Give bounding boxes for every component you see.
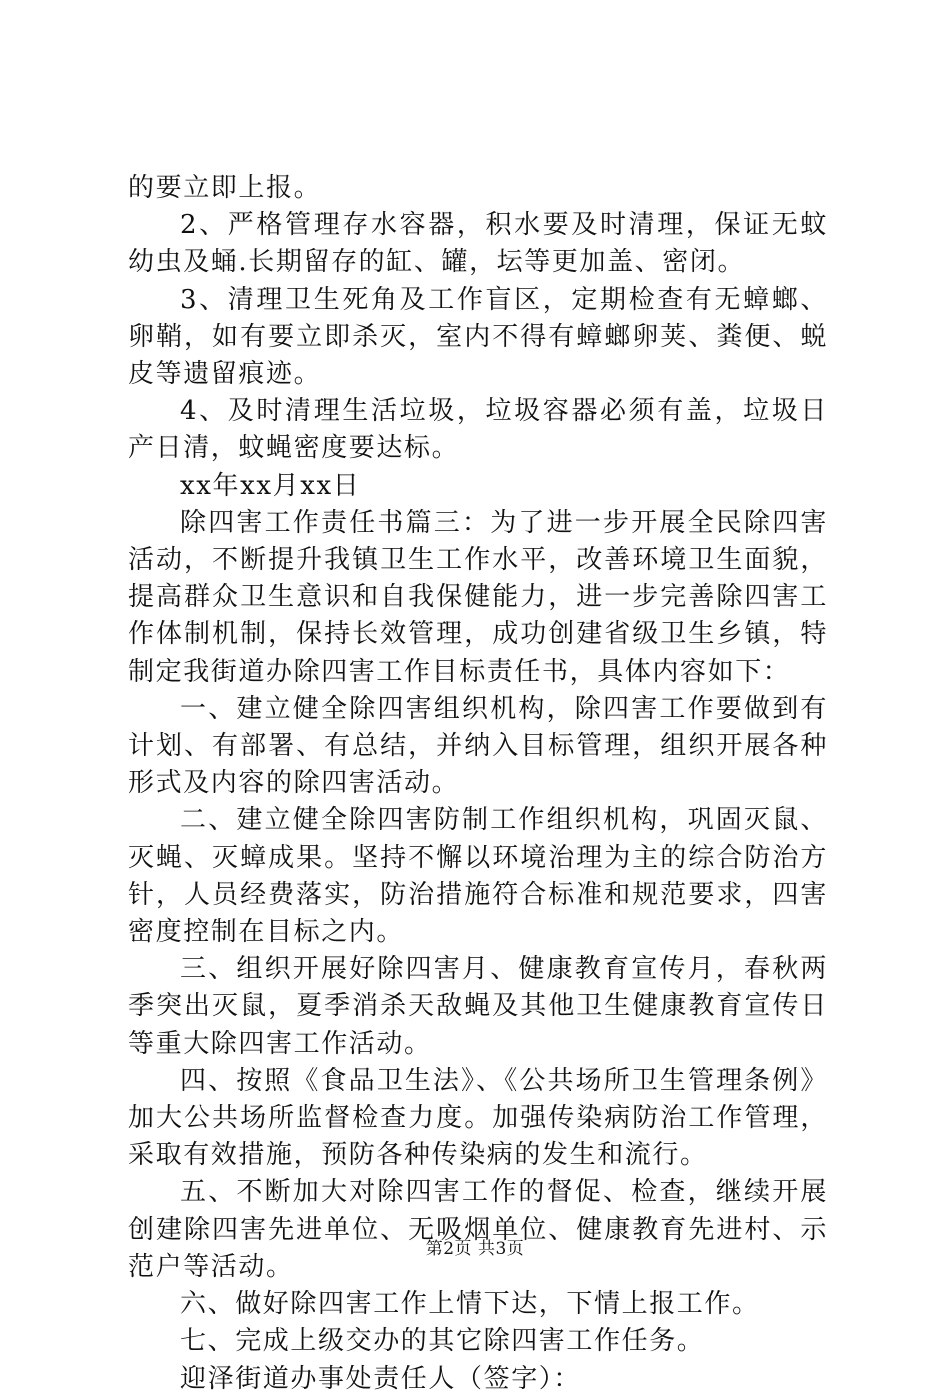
paragraph-article-7: 七、完成上级交办的其它除四害工作任务。 xyxy=(180,1326,705,1357)
paragraph-item-2: 2、严格管理存水容器，积水要及时清理，保证无蚊幼虫及蛹.长期留存的缸、罐，坛等更加盖、密闭。 xyxy=(128,210,828,278)
paragraph-continuation: 的要立即上报。 xyxy=(128,173,322,203)
paragraph-article-3: 三、组织开展好除四害月、健康教育宣传月，春秋两季突出灭鼠，夏季消杀天敌蝇及其他卫生健康教育宣传日等重大除四害工作活动。 xyxy=(128,954,828,1059)
paragraph-section-three-intro: 除四害工作责任书篇三：为了进一步开展全民除四害活动，不断提升我镇卫生工作水平，改善环境卫生面貌，提高群众卫生意识和自我保健能力，进一步完善除四害工作体制机制，保持长效管理，成功创建省级卫生乡镇，特制定我街道办除四害工作目标责任书，具体内容如下： xyxy=(128,507,828,687)
paragraph-item-4: 4、及时清理生活垃圾，垃圾容器必须有盖，垃圾日产日清，蚊蝇密度要达标。 xyxy=(128,396,828,464)
paragraph-article-2: 二、建立健全除四害防制工作组织机构，巩固灭鼠、灭蝇、灭蟑成果。坚持不懈以环境治理为主的综合防治方针，人员经费落实，防治措施符合标准和规范要求，四害密度控制在目标之内。 xyxy=(128,805,828,948)
page-number-footer: 第2页 共3页 xyxy=(425,1239,525,1259)
paragraph-article-4: 四、按照《食品卫生法》、《公共场所卫生管理条例》加大公共场所监督检查力度。加强传染病防治工作管理，采取有效措施，预防各种传染病的发生和流行。 xyxy=(128,1065,828,1171)
signature-line: 迎泽街道办事处责任人（签字）： xyxy=(180,1363,582,1394)
document-body xyxy=(128,170,828,1398)
paragraph-article-1: 一、建立健全除四害组织机构，除四害工作要做到有计划、有部署、有总结，并纳入目标管理，组织开展各种形式及内容的除四害活动。 xyxy=(128,693,828,799)
date-line: xx年xx月xx日 xyxy=(180,470,361,501)
paragraph-item-3: 3、清理卫生死角及工作盲区，定期检查有无蟑螂、卵鞘，如有要立即杀灭，室内不得有蟑螂卵荚、粪便、蜕皮等遗留痕迹。 xyxy=(128,284,828,390)
paragraph-article-6: 六、做好除四害工作上情下达，下情上报工作。 xyxy=(180,1289,760,1320)
paragraph-article-5: 五、不断加大对除四害工作的督促、检查，继续开展创建除四害先进单位、无吸烟单位、健康教育先进村、示范户等活动。 xyxy=(128,1177,828,1282)
